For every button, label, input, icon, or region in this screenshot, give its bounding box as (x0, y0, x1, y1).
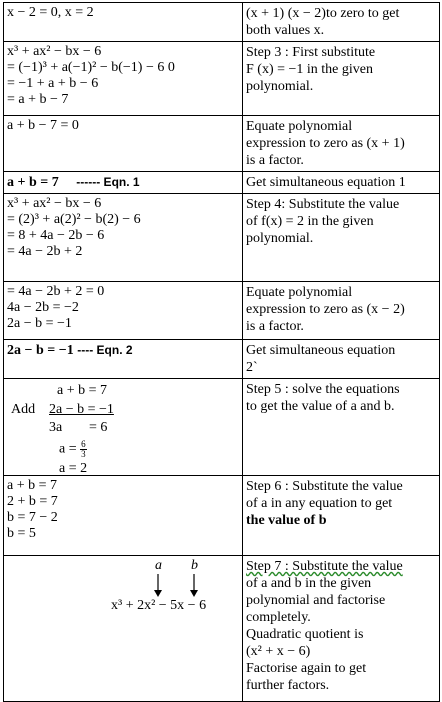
explanation-line: is a factor. (246, 319, 304, 334)
working-line: = 4a − 2b + 2 = 0 (7, 284, 105, 299)
add-label: Add (11, 402, 36, 417)
explanation-line: expression to zero as (x − 2) (246, 302, 405, 317)
explanation-line: both values x. (246, 23, 325, 38)
working-line: a + b = 7 (7, 478, 58, 493)
working-line: a + b = 7 (57, 383, 108, 398)
table-row (4, 476, 440, 556)
table-row (4, 194, 440, 282)
arrow-a-head (154, 590, 162, 597)
equation-2-label: ---- Eqn. 2 (77, 343, 133, 357)
table-row (4, 282, 440, 340)
explanation-line: of a and b in the given (246, 576, 372, 591)
table-row (4, 42, 440, 116)
arrow-label-a: a (155, 558, 162, 573)
explanation-line: Equate polynomial (246, 119, 353, 134)
explanation-line: polynomial and factorise (246, 593, 386, 608)
explanation-cell (243, 340, 440, 379)
explanation-cell (243, 3, 440, 42)
fraction-denominator: 3 (81, 449, 86, 459)
explanation-line: Step 7 : Substitute the value (246, 559, 403, 574)
working-line: b = 5 (7, 526, 36, 541)
explanation-line: the value of b (246, 513, 327, 528)
arrow-b-head (190, 590, 198, 597)
working-line: = a + b − 7 (7, 92, 69, 107)
fraction (80, 440, 87, 459)
working-line: x³ + ax² − bx − 6 (7, 196, 102, 211)
solution-table (3, 2, 440, 702)
working-line: 2 + b = 7 (7, 494, 58, 509)
working-line: x − 2 = 0, x = 2 (7, 5, 94, 20)
explanation-line: Step 4: Substitute the value (246, 197, 400, 212)
explanation-line: Factorise again to get (246, 661, 367, 676)
substitution-diagram (7, 558, 239, 688)
equation-2: 2a − b = −1 (7, 343, 74, 358)
table-row (4, 172, 440, 194)
working-cell (4, 42, 243, 116)
working-line: 3a (49, 420, 63, 435)
working-cell (4, 194, 243, 282)
fraction-numerator: 6 (81, 439, 86, 449)
factorise-expression: x³ + 2x² − 5x − 6 (111, 598, 207, 613)
explanation-line: Step 3 : First substitute (246, 45, 376, 60)
elimination-working (7, 381, 239, 476)
explanation-line: Get simultaneous equation (246, 343, 396, 358)
working-line: = 4a − 2b + 2 (7, 244, 83, 259)
explanation-line: Quadratic quotient is (246, 627, 364, 642)
table-row (4, 116, 440, 172)
working-line: 2a − b = −1 (49, 402, 114, 417)
explanation-cell (243, 116, 440, 172)
explanation-line: of f(x) = 2 in the given (246, 214, 374, 229)
working-line: = 8 + 4a − 2b − 6 (7, 228, 105, 243)
explanation-line: polynomial. (246, 79, 314, 94)
explanation-line: polynomial. (246, 231, 314, 246)
explanation-line: (x + 1) (x − 2)to zero to get (246, 6, 400, 21)
solution-table-container (3, 2, 439, 702)
explanation-line: further factors. (246, 678, 330, 693)
table-row (4, 340, 440, 379)
explanation-cell (243, 282, 440, 340)
explanation-cell (243, 556, 440, 702)
explanation-cell (243, 194, 440, 282)
working-cell (4, 3, 243, 42)
explanation-line: (x² + x − 6) (246, 644, 311, 659)
explanation-line: to get the value of a and b. (246, 399, 395, 414)
explanation-line: of a in any equation to get (246, 496, 393, 511)
working-cell (4, 282, 243, 340)
explanation-line: F (x) = −1 in the given (246, 62, 373, 77)
explanation-line: Equate polynomial (246, 285, 353, 300)
working-line: = (−1)³ + a(−1)² − b(−1) − 6 0 (7, 60, 175, 75)
fraction-lhs: a = (59, 441, 77, 457)
working-line: 2a − b = −1 (7, 316, 72, 331)
explanation-cell (243, 476, 440, 556)
arrow-label-b: b (191, 558, 198, 573)
working-line: b = 7 − 2 (7, 510, 58, 525)
explanation-line: Step 6 : Substitute the value (246, 479, 403, 494)
explanation-line: 2` (246, 360, 258, 375)
working-line: a + b − 7 = 0 (7, 118, 79, 133)
working-cell (4, 172, 243, 194)
working-cell (4, 340, 243, 379)
fraction-line (59, 440, 87, 459)
table-row (4, 379, 440, 476)
working-line: = (2)³ + a(2)² − b(2) − 6 (7, 212, 141, 227)
table-row (4, 3, 440, 42)
explanation-line: Get simultaneous equation 1 (246, 175, 406, 190)
equation-1: a + b = 7 (7, 175, 59, 190)
working-line: x³ + ax² − bx − 6 (7, 44, 102, 59)
working-line: = 6 (89, 420, 108, 435)
working-cell (4, 116, 243, 172)
explanation-cell (243, 172, 440, 194)
working-cell (4, 476, 243, 556)
explanation-cell (243, 379, 440, 476)
explanation-cell (243, 42, 440, 116)
table-row (4, 556, 440, 702)
explanation-line: completely. (246, 610, 311, 625)
explanation-line: expression to zero as (x + 1) (246, 136, 405, 151)
explanation-line: Step 5 : solve the equations (246, 382, 400, 397)
equation-1-label: ------ Eqn. 1 (76, 175, 140, 189)
working-line: a = 2 (59, 461, 88, 476)
working-cell (4, 556, 243, 702)
working-line: = −1 + a + b − 6 (7, 76, 99, 91)
working-cell (4, 379, 243, 476)
working-line: 4a − 2b = −2 (7, 300, 79, 315)
explanation-line: is a factor. (246, 153, 304, 168)
